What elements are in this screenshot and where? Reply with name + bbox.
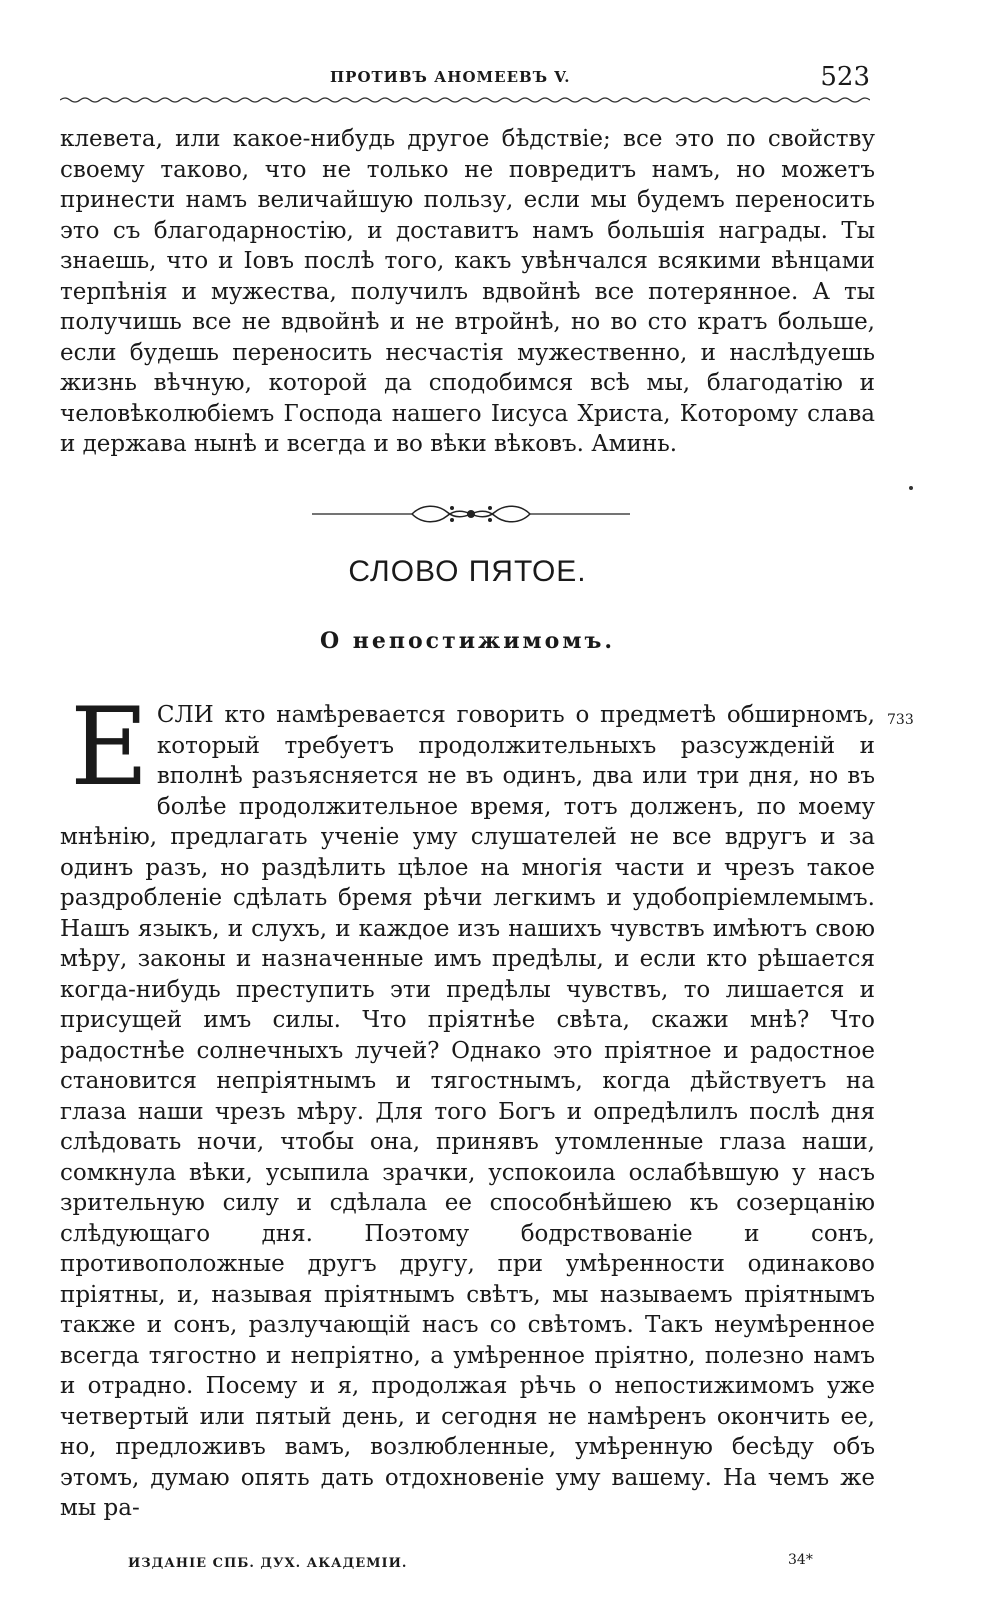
wavy-rule — [60, 95, 870, 105]
ornament-divider — [312, 498, 630, 530]
stray-mark — [909, 486, 913, 490]
page-number: 523 — [820, 62, 870, 92]
drop-cap: Е — [70, 685, 149, 810]
main-text — [60, 685, 875, 1524]
previous-sermon-ending — [60, 124, 875, 460]
section-subtitle: О непостижимомъ. — [319, 628, 615, 654]
publisher-footer: ИЗДАНІЕ СПБ. ДУХ. АКАДЕМІИ. — [128, 1556, 408, 1571]
running-title: ПРОТИВЪ АНОМЕЕВЪ V. — [330, 68, 571, 86]
margin-note: 733 — [887, 712, 914, 728]
main-paragraph: СЛИ кто намѣревается говорить о предметѣ обширномъ, который требуетъ продолжительныхъ разсужденій и вполнѣ разъясняется не въ одинъ, два или три дня, но въ болѣе продолжительное время, тотъ долженъ, по моему мнѣнію, предлагать ученіе уму слушателей не все вдругъ и за одинъ разъ, но раздѣлить цѣлое на многія части и чрезъ такое раздробленіе сдѣлать бремя рѣчи легкимъ и удобопріемлемымъ. Нашъ языкъ, и слухъ, и каждое изъ нашихъ чувствъ имѣютъ свою мѣру, законы и назначенные имъ предѣлы, и если кто рѣшается когда-нибудь преступить эти предѣлы чувствъ, то лишается и присущей имъ силы. Что пріятнѣе свѣта, скажи мнѣ? Что радостнѣе солнечныхъ лучей? Однако это пріятное и радостное становится непріятнымъ и тягостнымъ, когда дѣйствуетъ на глаза наши чрезъ мѣру. Для того Богъ и опредѣлилъ послѣ дня слѣдовать ночи, чтобы она, принявъ утомленные глаза наши, сомкнула вѣки, усыпила зрачки, успокоила ослабѣвшую у насъ зрительную силу и сдѣлала ее способнѣйшею къ созерцанію слѣдующаго дня. Поэтому бодрствованіе и сонъ, противоположные другъ другу, при умѣренности одинаково пріятны, и, называя пріятнымъ свѣтъ, мы называемъ пріятнымъ также и сонъ, разлучающій насъ со свѣтомъ. Такъ неумѣренное всегда тягостно и непріятно, а умѣренное пріятно, полезно намъ и отрадно. Посему и я, продолжая рѣчь о непостижимомъ уже четвертый или пятый день, и сегодня не намѣренъ окончить ее, но, предложивъ вамъ, возлюбленные, умѣренную бесѣду объ этомъ, думаю опять дать отдохновеніе уму вашему. На чемъ же мы ра- — [60, 702, 875, 1521]
section-title: СЛОВО ПЯТОЕ. — [348, 555, 587, 588]
previous-sermon-paragraph: клевета, или какое-нибудь другое бѣдствіе; все это по свойству своему таково, что не только не повредитъ намъ, но можетъ принести намъ величайшую пользу, если мы будемъ переносить это съ благодарностію, и доставитъ намъ большія награды. Ты знаешь, что и Іовъ послѣ того, какъ увѣнчался всякими вѣнцами терпѣнія и мужества, получилъ вдвойнѣ все потерянное. А ты получишь все не вдвойнѣ и не втройнѣ, но во сто кратъ больше, если будешь переносить несчастія мужественно, и наслѣдуешь жизнь вѣчную, которой да сподобимся всѣ мы, благодатію и человѣколюбіемъ Господа нашего Іисуса Христа, Которому слава и держава нынѣ и всегда и во вѣки вѣковъ. Аминь. — [60, 126, 875, 457]
running-head — [60, 62, 870, 96]
signature-mark: 34* — [788, 1552, 813, 1568]
